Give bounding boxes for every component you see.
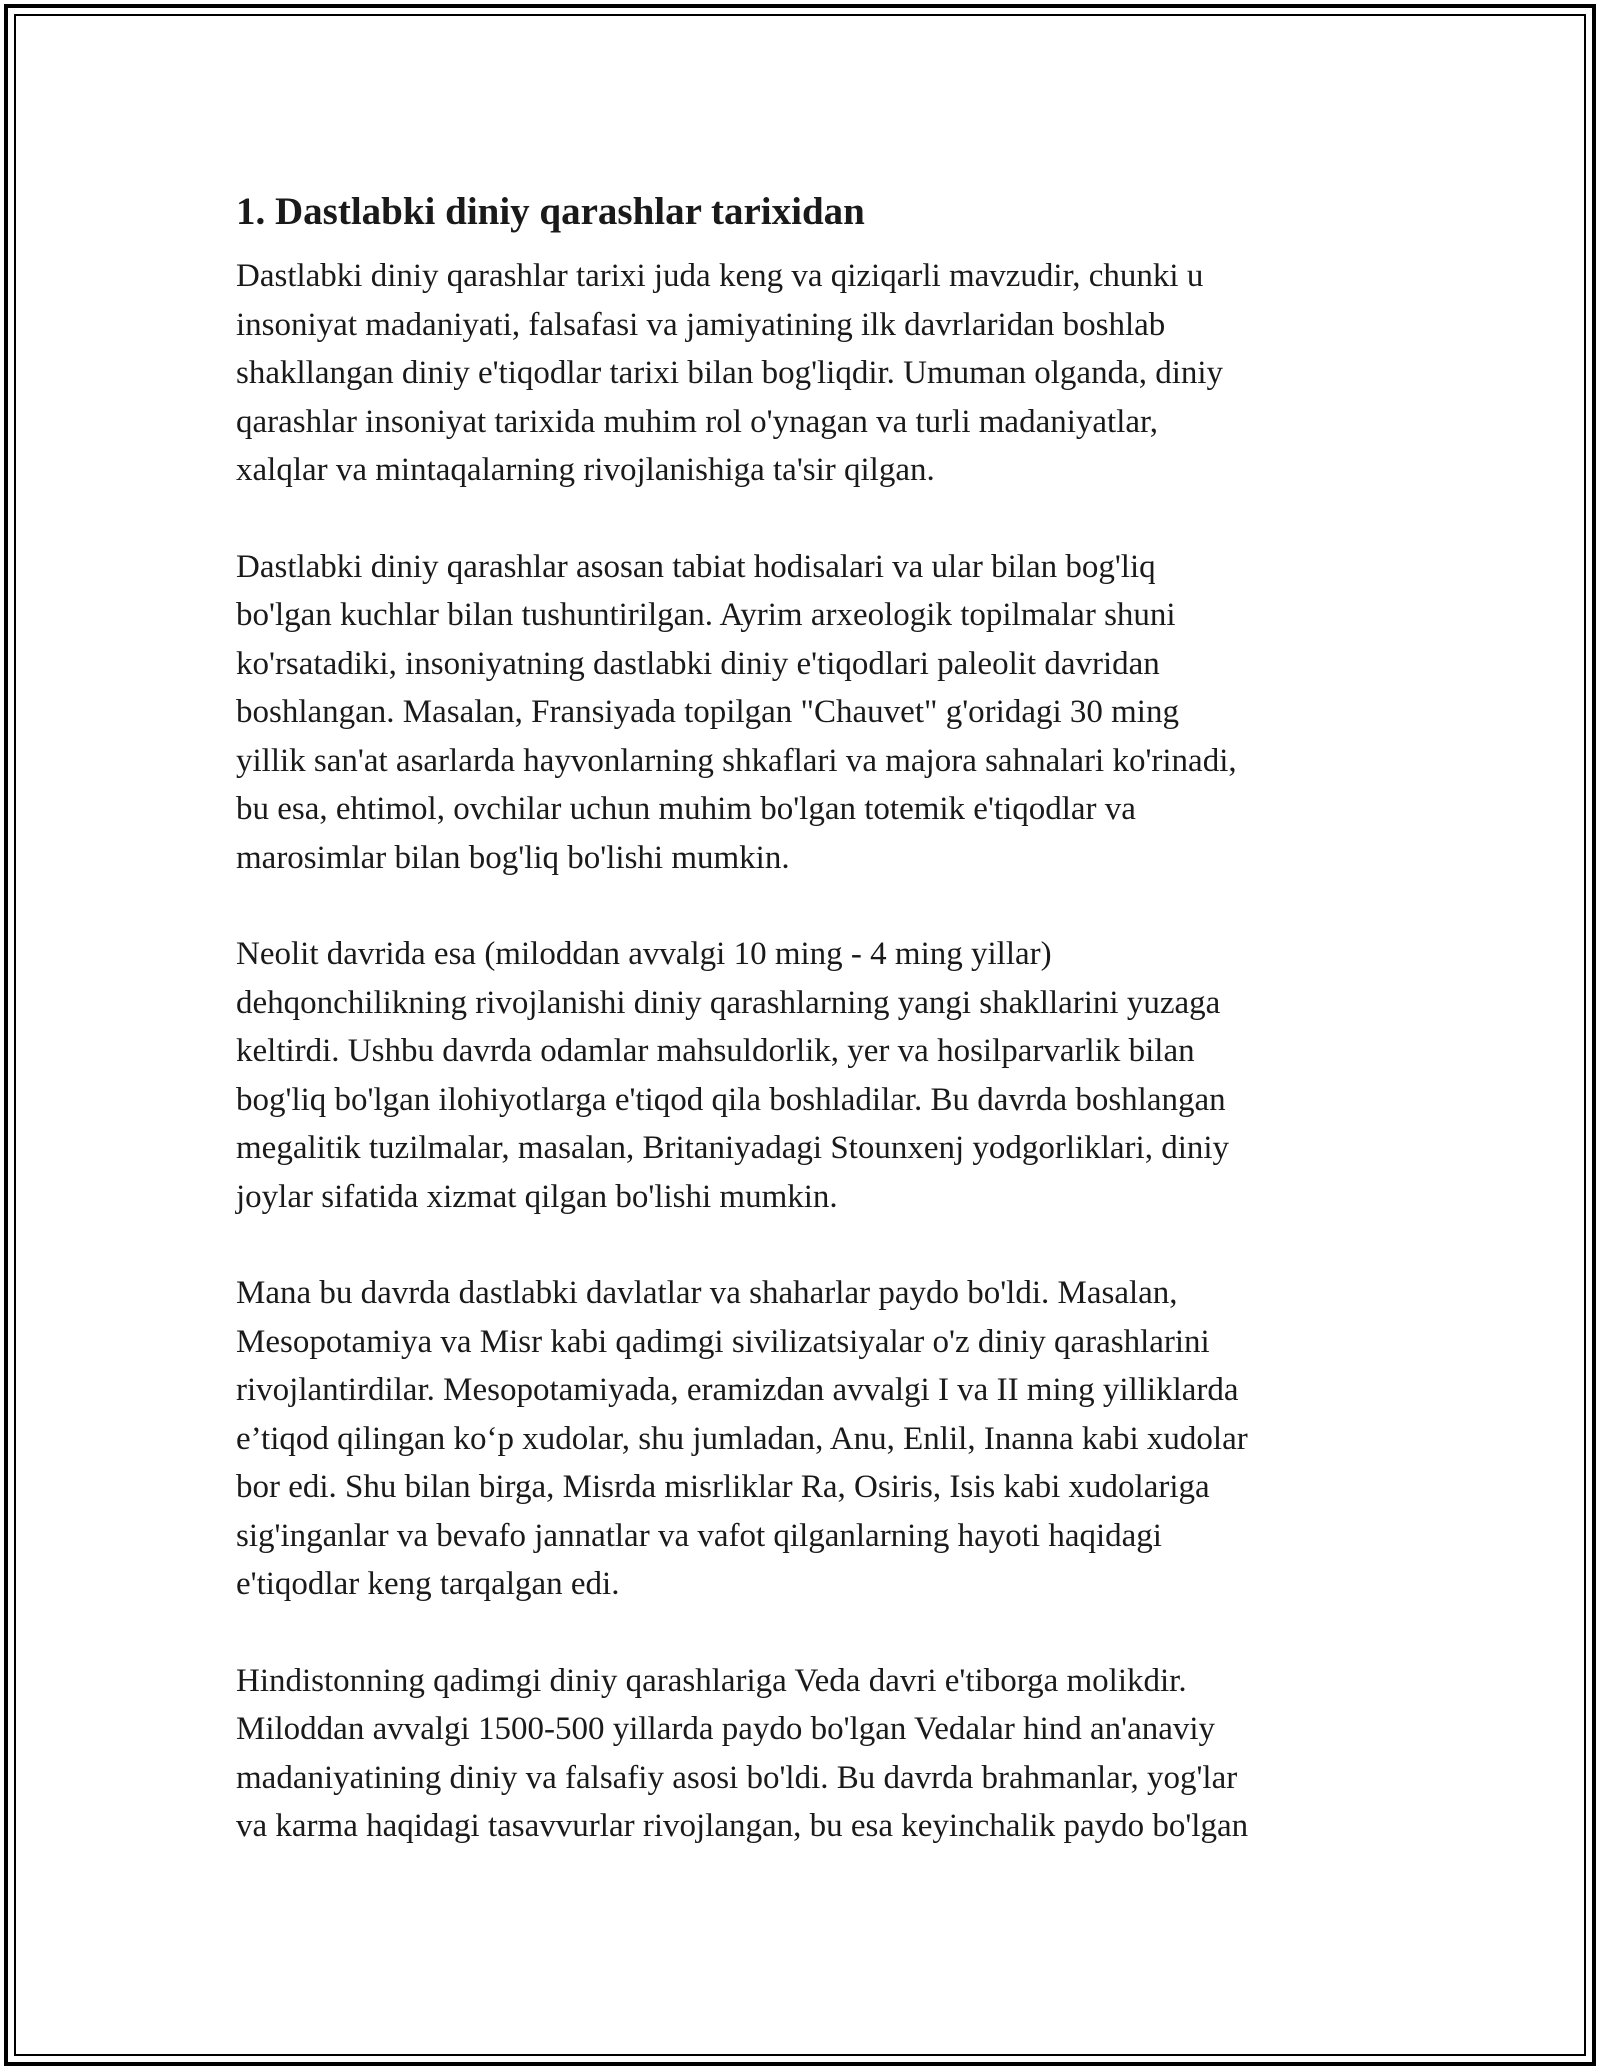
section-heading: 1. Dastlabki diniy qarashlar tarixidan [236, 190, 865, 233]
text-line: Dastlabki diniy qarashlar tarixi juda keng va qiziqarli mavzudir, chunki u [236, 258, 1204, 294]
text-line: Mesopotamiya va Misr kabi qadimgi sivilizatsiyalar o'z diniy qarashlarini [236, 1323, 1210, 1360]
paragraph-4 [236, 1269, 1376, 1609]
text-line: boshlangan. Masalan, Fransiyada topilgan "Chauvet" g'oridagi 30 ming [236, 694, 1179, 730]
text-line: Dastlabki diniy qarashlar asosan tabiat hodisalari va ular bilan bog'liq [236, 548, 1156, 585]
text-line: megalitik tuzilmalar, masalan, Britaniyadagi Stounxenj yodgorliklari, diniy [236, 1130, 1230, 1166]
text-line: bor edi. Shu bilan birga, Misrda misrliklar Ra, Osiris, Isis kabi xudolariga [236, 1469, 1210, 1505]
text-line: keltirdi. Ushbu davrda odamlar mahsuldorlik, yer va hosilparvarlik bilan [236, 1033, 1195, 1069]
paragraph-5 [236, 1657, 1376, 1851]
text-line: bog'liq bo'lgan ilohiyotlarga e'tiqod qila boshladilar. Bu davrda boshlangan [236, 1081, 1226, 1118]
paragraph-2 [236, 543, 1376, 883]
text-line: bu esa, ehtimol, ovchilar uchun muhim bo'lgan totemik e'tiqodlar va [236, 791, 1136, 827]
text-line: rivojlantirdilar. Mesopotamiyada, eramizdan avvalgi I va II ming yilliklarda [236, 1372, 1239, 1408]
text-line: e'tiqodlar keng tarqalgan edi. [236, 1566, 620, 1602]
text-line: dehqonchilikning rivojlanishi diniy qarashlarning yangi shakllarini yuzaga [236, 984, 1221, 1021]
text-line: e’tiqod qilingan ko‘p xudolar, shu jumladan, Anu, Enlil, Inanna kabi xudolar [236, 1420, 1248, 1457]
paragraph-1 [236, 252, 1376, 495]
paragraph-3 [236, 930, 1376, 1221]
text-line: joylar sifatida xizmat qilgan bo'lishi mumkin. [236, 1178, 838, 1215]
text-line: xalqlar va mintaqalarning rivojlanishiga ta'sir qilgan. [236, 452, 935, 488]
text-line: qarashlar insoniyat tarixida muhim rol o'ynagan va turli madaniyatlar, [236, 403, 1158, 440]
text-line: insoniyat madaniyati, falsafasi va jamiyatining ilk davrlaridan boshlab [236, 306, 1166, 343]
text-line: shakllangan diniy e'tiqodlar tarixi bilan bog'liqdir. Umuman olganda, diniy [236, 355, 1224, 391]
document-body [236, 186, 1376, 1899]
text-line: sig'inganlar va bevafo jannatlar va vafot qilganlarning hayoti haqidagi [236, 1517, 1162, 1554]
text-line: Miloddan avvalgi 1500-500 yillarda paydo bo'lgan Vedalar hind an'anaviy [236, 1711, 1216, 1747]
text-line: bo'lgan kuchlar bilan tushuntirilgan. Ayrim arxeologik topilmalar shuni [236, 597, 1176, 633]
text-line: Neolit davrida esa (miloddan avvalgi 10 ming - 4 ming yillar) [236, 936, 1052, 972]
text-line: va karma haqidagi tasavvurlar rivojlangan, bu esa keyinchalik paydo bo'lgan [236, 1808, 1249, 1844]
text-line: marosimlar bilan bog'liq bo'lishi mumkin. [236, 839, 790, 876]
text-line: Hindistonning qadimgi diniy qarashlariga Veda davri e'tiborga molikdir. [236, 1662, 1187, 1699]
text-line: madaniyatining diniy va falsafiy asosi bo'ldi. Bu davrda brahmanlar, yog'lar [236, 1759, 1238, 1796]
text-line: ko'rsatadiki, insoniyatning dastlabki diniy e'tiqodlari paleolit davridan [236, 645, 1160, 682]
text-line: yillik san'at asarlarda hayvonlarning shkaflari va majora sahnalari ko'rinadi, [236, 742, 1237, 779]
text-line: Mana bu davrda dastlabki davlatlar va shaharlar paydo bo'ldi. Masalan, [236, 1275, 1178, 1311]
